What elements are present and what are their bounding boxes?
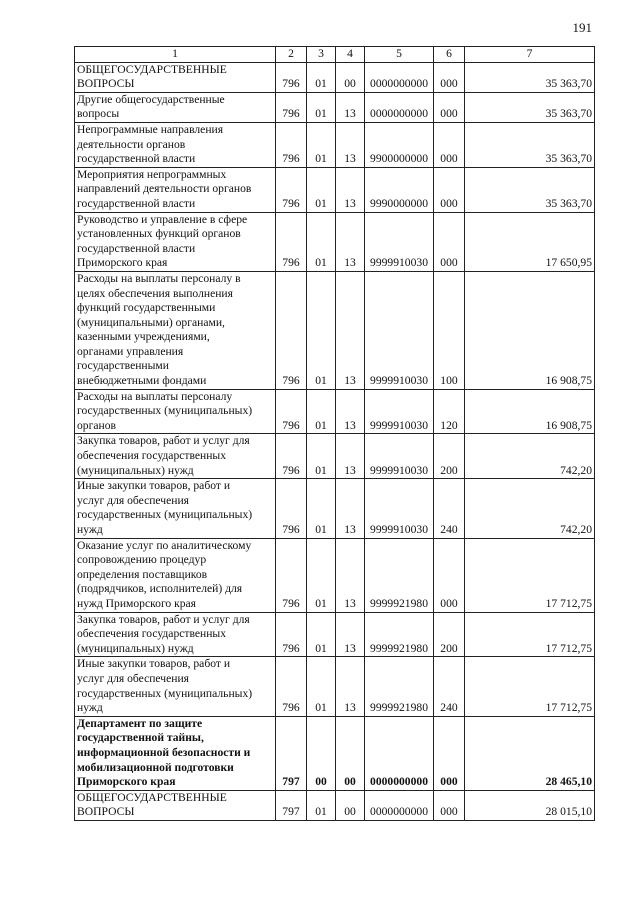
- cell-amount: 17 712,75: [465, 612, 595, 657]
- cell-code: 796: [276, 389, 307, 434]
- table-row: [75, 271, 595, 389]
- cell-subsection: 13: [336, 479, 365, 538]
- column-header: 7: [465, 47, 595, 63]
- cell-name: Мероприятия непрограммных направлений деятельности органов государственной власти: [75, 167, 276, 212]
- cell-code: 797: [276, 716, 307, 790]
- column-header: 5: [365, 47, 434, 63]
- cell-target: 9999910030: [365, 389, 434, 434]
- cell-subsection: 13: [336, 212, 365, 271]
- cell-name: ОБЩЕГОСУДАРСТВЕННЫЕ ВОПРОСЫ: [75, 62, 276, 92]
- cell-subsection: 00: [336, 62, 365, 92]
- cell-target: 0000000000: [365, 62, 434, 92]
- cell-code: 796: [276, 62, 307, 92]
- cell-kind: 000: [434, 212, 465, 271]
- cell-code: 796: [276, 92, 307, 122]
- page-number: 191: [572, 20, 592, 35]
- cell-amount: 16 908,75: [465, 389, 595, 434]
- column-header: 3: [307, 47, 336, 63]
- cell-section: 01: [307, 434, 336, 479]
- cell-amount: 28 015,10: [465, 790, 595, 820]
- cell-target: 9900000000: [365, 122, 434, 167]
- cell-target: 9999921980: [365, 657, 434, 716]
- cell-section: 01: [307, 271, 336, 389]
- table-row: [75, 212, 595, 271]
- cell-kind: 240: [434, 657, 465, 716]
- table-row: [75, 657, 595, 716]
- table-row: [75, 62, 595, 92]
- cell-amount: 742,20: [465, 479, 595, 538]
- cell-amount: 17 650,95: [465, 212, 595, 271]
- cell-amount: 35 363,70: [465, 122, 595, 167]
- cell-kind: 100: [434, 271, 465, 389]
- cell-target: 0000000000: [365, 92, 434, 122]
- cell-name: Расходы на выплаты персоналу в целях обеспечения выполнения функций государственными (муниципальными) органами, казенными учреждениями, органами управления государственными внебюджетными фондами: [75, 271, 276, 389]
- cell-subsection: 13: [336, 538, 365, 612]
- cell-amount: 35 363,70: [465, 62, 595, 92]
- cell-name: Оказание услуг по аналитическому сопровождению процедур определения поставщиков (подрядчиков, исполнителей) для нужд Приморского края: [75, 538, 276, 612]
- cell-code: 796: [276, 271, 307, 389]
- cell-amount: 17 712,75: [465, 538, 595, 612]
- cell-code: 796: [276, 212, 307, 271]
- cell-name: Закупка товаров, работ и услуг для обеспечения государственных (муниципальных) нужд: [75, 434, 276, 479]
- cell-amount: 17 712,75: [465, 657, 595, 716]
- cell-target: 9999921980: [365, 612, 434, 657]
- cell-target: 9999910030: [365, 479, 434, 538]
- cell-code: 796: [276, 657, 307, 716]
- cell-subsection: 00: [336, 716, 365, 790]
- cell-section: 01: [307, 657, 336, 716]
- cell-kind: 000: [434, 167, 465, 212]
- table-row: [75, 389, 595, 434]
- table-row: [75, 167, 595, 212]
- cell-section: 01: [307, 212, 336, 271]
- table-row: [75, 612, 595, 657]
- cell-name: Департамент по защите государственной тайны, информационной безопасности и мобилизационной подготовки Приморского края: [75, 716, 276, 790]
- column-header: 2: [276, 47, 307, 63]
- cell-subsection: 13: [336, 657, 365, 716]
- cell-target: 9999921980: [365, 538, 434, 612]
- header-row: [75, 47, 595, 63]
- cell-section: 01: [307, 62, 336, 92]
- cell-amount: 35 363,70: [465, 92, 595, 122]
- cell-name: Руководство и управление в сфере установленных функций органов государственной власти Приморского края: [75, 212, 276, 271]
- cell-subsection: 00: [336, 790, 365, 820]
- cell-section: 01: [307, 479, 336, 538]
- cell-name: Закупка товаров, работ и услуг для обеспечения государственных (муниципальных) нужд: [75, 612, 276, 657]
- cell-amount: 35 363,70: [465, 167, 595, 212]
- cell-section: 01: [307, 790, 336, 820]
- cell-kind: 000: [434, 538, 465, 612]
- cell-target: 9999910030: [365, 212, 434, 271]
- cell-section: 01: [307, 92, 336, 122]
- table-row: [75, 434, 595, 479]
- cell-name: Иные закупки товаров, работ и услуг для обеспечения государственных (муниципальных) нужд: [75, 657, 276, 716]
- table-row: [75, 479, 595, 538]
- cell-section: 01: [307, 167, 336, 212]
- cell-target: 0000000000: [365, 716, 434, 790]
- cell-target: 9990000000: [365, 167, 434, 212]
- cell-subsection: 13: [336, 167, 365, 212]
- cell-code: 797: [276, 790, 307, 820]
- cell-name: Другие общегосударственные вопросы: [75, 92, 276, 122]
- cell-amount: 28 465,10: [465, 716, 595, 790]
- cell-section: 01: [307, 122, 336, 167]
- cell-subsection: 13: [336, 271, 365, 389]
- column-header: 6: [434, 47, 465, 63]
- cell-kind: 240: [434, 479, 465, 538]
- cell-section: 00: [307, 716, 336, 790]
- cell-subsection: 13: [336, 612, 365, 657]
- cell-amount: 16 908,75: [465, 271, 595, 389]
- cell-target: 0000000000: [365, 790, 434, 820]
- table-row: [75, 716, 595, 790]
- cell-code: 796: [276, 122, 307, 167]
- cell-kind: 000: [434, 790, 465, 820]
- cell-kind: 120: [434, 389, 465, 434]
- cell-code: 796: [276, 167, 307, 212]
- cell-kind: 200: [434, 612, 465, 657]
- cell-name: Расходы на выплаты персоналу государственных (муниципальных) органов: [75, 389, 276, 434]
- cell-code: 796: [276, 434, 307, 479]
- column-header: 4: [336, 47, 365, 63]
- cell-code: 796: [276, 479, 307, 538]
- cell-target: 9999910030: [365, 271, 434, 389]
- cell-code: 796: [276, 612, 307, 657]
- column-header: 1: [75, 47, 276, 63]
- cell-section: 01: [307, 538, 336, 612]
- budget-table: [74, 46, 595, 821]
- cell-section: 01: [307, 389, 336, 434]
- cell-subsection: 13: [336, 389, 365, 434]
- cell-name: Иные закупки товаров, работ и услуг для обеспечения государственных (муниципальных) нужд: [75, 479, 276, 538]
- table-row: [75, 790, 595, 820]
- table-row: [75, 122, 595, 167]
- cell-kind: 000: [434, 92, 465, 122]
- cell-subsection: 13: [336, 122, 365, 167]
- cell-kind: 000: [434, 62, 465, 92]
- cell-kind: 000: [434, 716, 465, 790]
- cell-code: 796: [276, 538, 307, 612]
- cell-amount: 742,20: [465, 434, 595, 479]
- cell-kind: 200: [434, 434, 465, 479]
- cell-subsection: 13: [336, 434, 365, 479]
- cell-target: 9999910030: [365, 434, 434, 479]
- cell-kind: 000: [434, 122, 465, 167]
- cell-name: ОБЩЕГОСУДАРСТВЕННЫЕ ВОПРОСЫ: [75, 790, 276, 820]
- table-row: [75, 92, 595, 122]
- cell-section: 01: [307, 612, 336, 657]
- cell-name: Непрограммные направления деятельности органов государственной власти: [75, 122, 276, 167]
- cell-subsection: 13: [336, 92, 365, 122]
- table-row: [75, 538, 595, 612]
